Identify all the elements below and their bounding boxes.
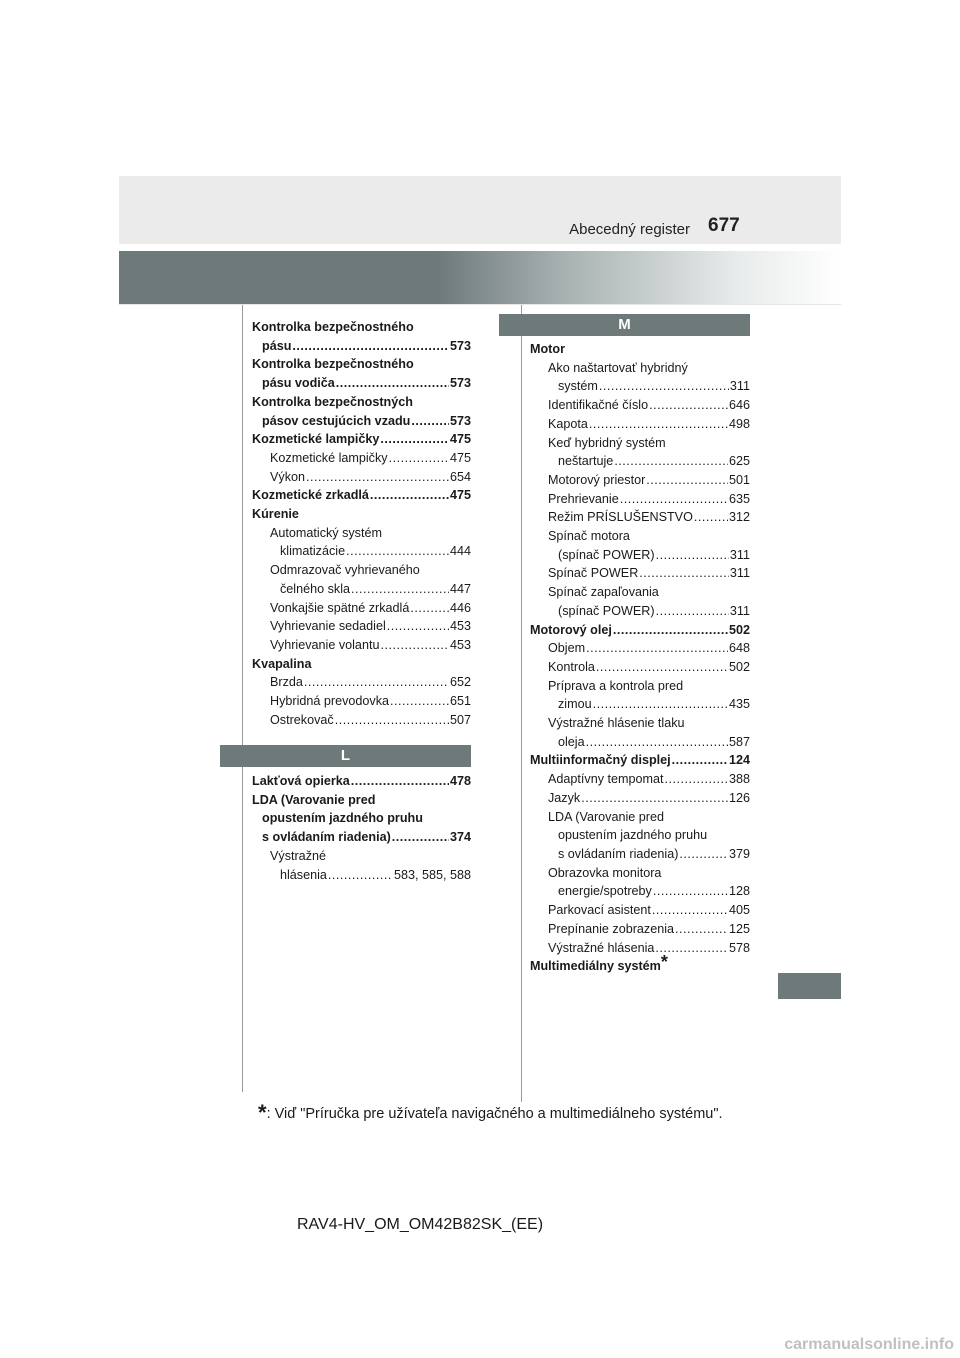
page-reference: 311 (729, 547, 750, 562)
index-entry (530, 564, 750, 583)
leader-dots (613, 621, 728, 640)
page-reference: 444 (449, 544, 471, 559)
index-entry-text: opustením jazdného pruhu (262, 811, 423, 826)
page-reference: 124 (728, 753, 750, 768)
index-heading (530, 952, 750, 976)
index-entry-text: Kontrolka bezpečnostných (252, 394, 413, 409)
index-entry-row (530, 471, 750, 490)
leader-dots (346, 542, 449, 561)
leader-dots (370, 486, 449, 505)
leader-dots (589, 415, 728, 434)
index-entry-row (530, 901, 750, 920)
leader-dots (586, 639, 728, 658)
page-reference: 648 (728, 641, 750, 656)
page-number: 677 (708, 215, 740, 236)
divider (119, 304, 841, 305)
index-entry-row (530, 939, 750, 958)
index-entry-label: klimatizácie (280, 544, 346, 559)
index-entry-row (530, 546, 750, 565)
index-entry (252, 318, 471, 355)
index-heading (252, 655, 471, 674)
index-entry (530, 583, 750, 620)
manual-code: RAV4-HV_OM_OM42B82SK_(EE) (297, 1216, 544, 1233)
index-entry-label: Režim PRÍSLUŠENSTVO (548, 510, 693, 525)
index-entry-text: Spínač motora (548, 529, 630, 544)
index-entry-row (252, 599, 471, 618)
index-entry-row (530, 920, 750, 939)
footnote-text: : Viď "Príručka pre užívateľa navigačného a multimediálneho systému". (266, 1106, 723, 1122)
index-entry-row (530, 882, 750, 901)
page-reference: 646 (728, 398, 750, 413)
page-reference: 587 (728, 734, 750, 749)
index-entry-row (252, 468, 471, 487)
section-banner (119, 251, 841, 304)
index-entry-label: Motorový priestor (548, 472, 646, 487)
index-entry-label: Kapota (548, 416, 588, 431)
index-entry-label: neštartuje (558, 454, 614, 469)
index-entry (530, 901, 750, 920)
index-entry-row (530, 415, 750, 434)
index-entry-row (252, 412, 471, 431)
index-entry (530, 677, 750, 714)
index-entry-text: Keď hybridný systém (548, 435, 666, 450)
footnote-star: * (258, 1100, 267, 1125)
index-entry-text: LDA (Varovanie pred (548, 809, 664, 824)
column-rule-left (242, 305, 243, 1092)
index-heading-text: Kúrenie (252, 507, 299, 522)
leader-dots (656, 602, 729, 621)
index-entry-row (530, 452, 750, 471)
index-entry (252, 486, 471, 505)
page-reference: 379 (728, 846, 750, 861)
watermark: carmanualsonline.info (784, 1336, 954, 1353)
index-column-left-l (252, 772, 471, 884)
index-entry-text: opustením jazdného pruhu (558, 828, 708, 843)
leader-dots (581, 789, 728, 808)
leader-dots (646, 471, 728, 490)
page-reference: 635 (728, 491, 750, 506)
index-entry-label: Spínač POWER (548, 566, 639, 581)
page-reference: 507 (449, 712, 471, 727)
index-entry-label: Kontrola (548, 659, 595, 674)
page-reference: 654 (449, 469, 471, 484)
page-reference: 475 (449, 432, 471, 447)
chapter-tab (778, 973, 841, 999)
page-reference: 311 (729, 566, 750, 581)
leader-dots (387, 617, 449, 636)
index-entry-row (530, 396, 750, 415)
index-entry-label: s ovládaním riadenia) (262, 830, 391, 845)
index-entry-text: LDA (Varovanie pred (252, 792, 376, 807)
index-entry-row (530, 789, 750, 808)
index-entry-label: zimou (558, 697, 592, 712)
index-entry-label: Vonkajšie spätné zrkadlá (270, 600, 410, 615)
index-entry-row (252, 828, 471, 847)
page-reference: 125 (728, 921, 750, 936)
index-entry-label: Vyhrievanie volantu (270, 637, 380, 652)
index-entry-row (252, 617, 471, 636)
page-reference: 374 (449, 830, 471, 845)
index-entry (530, 359, 750, 396)
leader-dots (410, 599, 449, 618)
leader-dots (614, 452, 728, 471)
index-entry-row (530, 658, 750, 677)
index-entry-label: Motorový olej (530, 622, 612, 637)
page-reference: 573 (449, 338, 471, 353)
index-heading-text: Kvapalina (252, 656, 312, 671)
page-reference: 447 (449, 581, 471, 596)
index-entry (530, 621, 750, 640)
index-entry (530, 952, 750, 976)
index-entry-row (252, 374, 471, 393)
index-entry-row (530, 733, 750, 752)
index-entry-row (252, 430, 471, 449)
index-entry-text: Kontrolka bezpečnostného (252, 320, 414, 334)
index-entry-row (252, 449, 471, 468)
index-group-k (252, 318, 471, 729)
index-entry (530, 939, 750, 958)
leader-dots (351, 772, 449, 791)
index-group-m (530, 340, 750, 976)
index-entry (530, 471, 750, 490)
index-entry (252, 847, 471, 884)
index-entry-label: Ostrekovač (270, 712, 334, 727)
page-reference: 453 (449, 637, 471, 652)
index-entry-label: oleja (558, 734, 585, 749)
index-entry-row (530, 564, 750, 583)
index-entry (252, 430, 471, 449)
index-entry-label: Multiinformačný displej (530, 753, 671, 768)
leader-dots (652, 901, 728, 920)
index-entry-label: Kozmetické lampičky (270, 450, 388, 465)
index-entry-row (530, 490, 750, 509)
index-column-left (252, 318, 471, 729)
page-reference: 478 (449, 774, 471, 788)
index-entry-label: Objem (548, 641, 586, 656)
leader-dots (665, 770, 728, 789)
leader-dots (596, 658, 728, 677)
index-entry-row (530, 621, 750, 640)
index-entry-text: Výstražné hlásenie tlaku (548, 716, 685, 731)
leader-dots (411, 412, 449, 431)
page-reference: 501 (728, 472, 750, 487)
leader-dots (306, 468, 449, 487)
letter-heading-m: M (499, 314, 750, 336)
index-entry (530, 639, 750, 658)
index-entry (530, 396, 750, 415)
leader-dots (656, 546, 729, 565)
leader-dots (599, 377, 729, 396)
index-entry-label: pásov cestujúcich vzadu (262, 413, 411, 428)
index-entry-label: Parkovací asistent (548, 903, 651, 918)
index-entry-label: Adaptívny tempomat (548, 772, 664, 787)
page-reference: 502 (728, 622, 750, 637)
leader-dots (620, 490, 728, 509)
index-entry-text: Odmrazovač vyhrievaného (270, 563, 420, 578)
page-reference: 475 (449, 488, 471, 503)
page-reference: 583, 585, 588 (393, 867, 471, 882)
page-reference: 311 (729, 379, 750, 394)
index-entry-row (530, 695, 750, 714)
leader-dots (328, 866, 393, 885)
page-reference: 453 (449, 619, 471, 634)
page-reference: 435 (728, 697, 750, 712)
index-entry-label: (spínač POWER) (558, 603, 655, 618)
leader-dots (672, 751, 728, 770)
index-entry-text: Príprava a kontrola pred (548, 678, 684, 693)
index-entry-label: Identifikačné číslo (548, 398, 649, 413)
index-entry-label: Výstražné hlásenia (548, 940, 655, 955)
index-entry (252, 524, 471, 561)
index-entry-text: Obrazovka monitora (548, 865, 662, 880)
index-entry (252, 449, 471, 468)
index-entry-label: Vyhrievanie sedadiel (270, 619, 386, 634)
page-reference: 625 (728, 454, 750, 469)
index-entry-label: Prehrievanie (548, 491, 619, 506)
index-entry (530, 658, 750, 677)
index-column-right (530, 340, 750, 976)
leader-dots (390, 692, 449, 711)
index-entry-row (530, 751, 750, 770)
index-entry (530, 340, 750, 359)
index-entry-row (252, 542, 471, 561)
page-reference: 502 (728, 659, 750, 674)
page-reference: 405 (728, 903, 750, 918)
index-entry (530, 770, 750, 789)
leader-dots (380, 636, 449, 655)
index-entry-label: Jazyk (548, 790, 581, 805)
index-entry (530, 808, 750, 864)
index-entry-row (252, 486, 471, 505)
index-entry (530, 527, 750, 564)
index-entry (252, 505, 471, 524)
index-entry (252, 772, 471, 791)
index-entry-label: energie/spotreby (558, 884, 652, 899)
index-entry-label: s ovládaním riadenia) (558, 846, 679, 861)
index-entry (252, 636, 471, 655)
index-entry-text: Výstražné (270, 848, 326, 863)
page-reference: 652 (449, 675, 471, 690)
page-reference: 128 (728, 884, 750, 899)
page-reference: 312 (728, 510, 750, 525)
page-reference: 446 (449, 600, 471, 615)
leader-dots (292, 337, 449, 356)
leader-dots (392, 828, 449, 847)
index-entry-row (530, 845, 750, 864)
index-entry (530, 508, 750, 527)
page-reference: 475 (449, 450, 471, 465)
index-entry (530, 415, 750, 434)
page-reference: 573 (449, 413, 471, 428)
index-entry-row (252, 772, 471, 791)
index-entry-row (252, 580, 471, 599)
index-entry (252, 617, 471, 636)
leader-dots (586, 733, 728, 752)
page-reference: 578 (728, 940, 750, 955)
page-reference: 651 (449, 694, 471, 709)
index-entry-row (252, 692, 471, 711)
index-entry-label: systém (558, 379, 598, 394)
index-entry-label: Kozmetické zrkadlá (252, 488, 369, 503)
leader-dots (389, 449, 449, 468)
index-entry-label: Lakťová opierka (252, 774, 350, 788)
index-entry (252, 711, 471, 730)
page-reference: 573 (449, 376, 471, 391)
index-entry (252, 599, 471, 618)
leader-dots (380, 430, 449, 449)
index-entry-text: Spínač zapaľovania (548, 585, 659, 600)
leader-dots (593, 695, 728, 714)
index-entry-label: Výkon (270, 469, 306, 484)
page-reference: 126 (728, 790, 750, 805)
leader-dots (639, 564, 729, 583)
leader-dots (351, 580, 449, 599)
footnote (258, 1100, 723, 1126)
index-entry (530, 751, 750, 770)
leader-dots (304, 673, 449, 692)
index-entry-row (530, 602, 750, 621)
index-entry-row (252, 866, 471, 885)
leader-dots (694, 508, 728, 527)
page-reference: 311 (729, 603, 750, 618)
page-reference: 498 (728, 416, 750, 431)
index-entry-row (530, 508, 750, 527)
footnote-marker: * (660, 952, 668, 973)
index-entry (530, 714, 750, 751)
index-entry (530, 434, 750, 471)
index-entry-row (252, 673, 471, 692)
index-entry-label: Prepínanie zobrazenia (548, 921, 675, 936)
index-entry-text: Kontrolka bezpečnostného (252, 357, 414, 372)
index-entry (530, 864, 750, 901)
index-entry-text: Ako naštartovať hybridný (548, 360, 688, 375)
index-entry (252, 791, 471, 847)
index-entry-label: Kozmetické lampičky (252, 432, 380, 447)
index-entry (252, 355, 471, 392)
column-rule-middle (521, 305, 522, 1102)
index-entry-label: hlásenia (280, 867, 327, 882)
index-heading (530, 340, 750, 359)
index-group-l (252, 772, 471, 884)
index-heading (252, 505, 471, 524)
index-entry-label: (spínač POWER) (558, 547, 655, 562)
leader-dots (649, 396, 728, 415)
index-entry (252, 393, 471, 430)
leader-dots (675, 920, 728, 939)
leader-dots (679, 845, 728, 864)
index-entry-row (252, 337, 471, 356)
index-entry-row (530, 770, 750, 789)
index-entry (530, 490, 750, 509)
index-entry-row (252, 711, 471, 730)
index-entry (252, 468, 471, 487)
index-entry-label: Hybridná prevodovka (270, 694, 390, 709)
index-entry-label: Brzda (270, 675, 303, 690)
page-title: Abecedný register (569, 221, 690, 238)
index-entry-label: pásu vodiča (262, 376, 335, 391)
index-entry (252, 692, 471, 711)
index-entry-row (530, 639, 750, 658)
index-entry-text: Automatický systém (270, 525, 382, 540)
index-entry-row (530, 377, 750, 396)
index-entry (252, 673, 471, 692)
index-entry (530, 789, 750, 808)
index-entry (252, 561, 471, 598)
index-heading-text: Motor (530, 342, 565, 356)
page-reference: 388 (728, 772, 750, 787)
leader-dots (653, 882, 728, 901)
index-entry-row (252, 636, 471, 655)
index-entry-label: pásu (262, 338, 292, 353)
index-entry (530, 920, 750, 939)
index-entry-label: čelného skla (280, 581, 351, 596)
index-heading-text: Multimediálny systém (530, 959, 661, 974)
leader-dots (335, 711, 449, 730)
index-entry (252, 655, 471, 674)
letter-heading-l: L (220, 745, 471, 767)
leader-dots (336, 374, 449, 393)
